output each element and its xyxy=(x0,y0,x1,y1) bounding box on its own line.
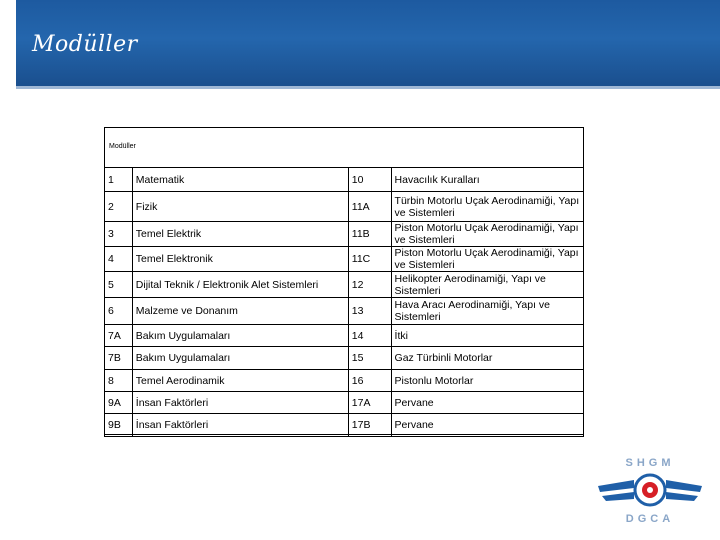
table-row xyxy=(105,272,584,298)
module-name-cell: Hava Aracı Aerodinamiği, Yapı ve Sistemleri xyxy=(391,298,583,325)
logo-center-dot xyxy=(647,487,653,493)
module-number-cell: 6 xyxy=(105,298,133,325)
module-number-cell: 16 xyxy=(348,370,391,392)
module-number-cell: 8 xyxy=(105,370,133,392)
module-name-cell: Temel Aerodinamik xyxy=(132,370,348,392)
module-number-cell: 17A xyxy=(348,392,391,414)
table-row xyxy=(105,168,584,192)
table-row xyxy=(105,298,584,325)
module-name-cell: İtki xyxy=(391,325,583,347)
table-row xyxy=(105,192,584,222)
module-name-cell: İnsan Faktörleri xyxy=(132,414,348,437)
module-number-cell: 2 xyxy=(105,192,133,222)
logo-top-text: SHGM xyxy=(625,457,675,469)
slide-title: Modüller xyxy=(32,32,138,57)
module-name-cell: Temel Elektrik xyxy=(132,222,348,247)
module-number-cell: 15 xyxy=(348,347,391,370)
module-name-cell: Fizik xyxy=(132,192,348,222)
module-name-cell: Piston Motorlu Uçak Aerodinamiği, Yapı ve Sistemleri xyxy=(391,222,583,247)
module-number-cell: 13 xyxy=(348,298,391,325)
module-number-cell: 1 xyxy=(105,168,133,192)
module-number-cell: 7B xyxy=(105,347,133,370)
module-name-cell: Matematik xyxy=(132,168,348,192)
module-number-cell: 11A xyxy=(348,192,391,222)
module-name-cell: Gaz Türbinli Motorlar xyxy=(391,347,583,370)
module-number-cell: 3 xyxy=(105,222,133,247)
module-number-cell: 17B xyxy=(348,414,391,437)
module-name-cell: Havacılık Kuralları xyxy=(391,168,583,192)
module-number-cell: 11B xyxy=(348,222,391,247)
module-name-cell: Bakım Uygulamaları xyxy=(132,347,348,370)
module-number-cell: 11C xyxy=(348,247,391,272)
table-row xyxy=(105,370,584,392)
module-number-cell: 10 xyxy=(348,168,391,192)
module-name-cell: Dijital Teknik / Elektronik Alet Sistemleri xyxy=(132,272,348,298)
table-row xyxy=(105,247,584,272)
module-number-cell: 14 xyxy=(348,325,391,347)
module-name-cell: Helikopter Aerodinamiği, Yapı ve Sistemleri xyxy=(391,272,583,298)
module-number-cell: 12 xyxy=(348,272,391,298)
module-name-cell: Türbin Motorlu Uçak Aerodinamiği, Yapı ve Sistemleri xyxy=(391,192,583,222)
module-name-cell: Bakım Uygulamaları xyxy=(132,325,348,347)
module-number-cell: 4 xyxy=(105,247,133,272)
shgm-logo-icon xyxy=(590,440,710,540)
banner-left-edge xyxy=(0,0,16,90)
module-number-cell: 5 xyxy=(105,272,133,298)
table-row xyxy=(105,325,584,347)
module-name-cell: Pervane xyxy=(391,414,583,437)
table-caption: Modüller xyxy=(109,143,136,150)
module-number-cell: 9B xyxy=(105,414,133,437)
table-row xyxy=(105,392,584,414)
table-row xyxy=(105,347,584,370)
module-name-cell: Pervane xyxy=(391,392,583,414)
module-name-cell: İnsan Faktörleri xyxy=(132,392,348,414)
banner-stripe xyxy=(16,86,720,89)
module-name-cell: Temel Elektronik xyxy=(132,247,348,272)
module-name-cell: Malzeme ve Donanım xyxy=(132,298,348,325)
modules-table xyxy=(104,167,584,437)
module-name-cell: Pistonlu Motorlar xyxy=(391,370,583,392)
logo-bottom-text: DGCA xyxy=(625,513,675,525)
table-row xyxy=(105,222,584,247)
table-row xyxy=(105,414,584,437)
module-number-cell: 7A xyxy=(105,325,133,347)
module-number-cell: 9A xyxy=(105,392,133,414)
module-name-cell: Piston Motorlu Uçak Aerodinamiği, Yapı ve Sistemleri xyxy=(391,247,583,272)
